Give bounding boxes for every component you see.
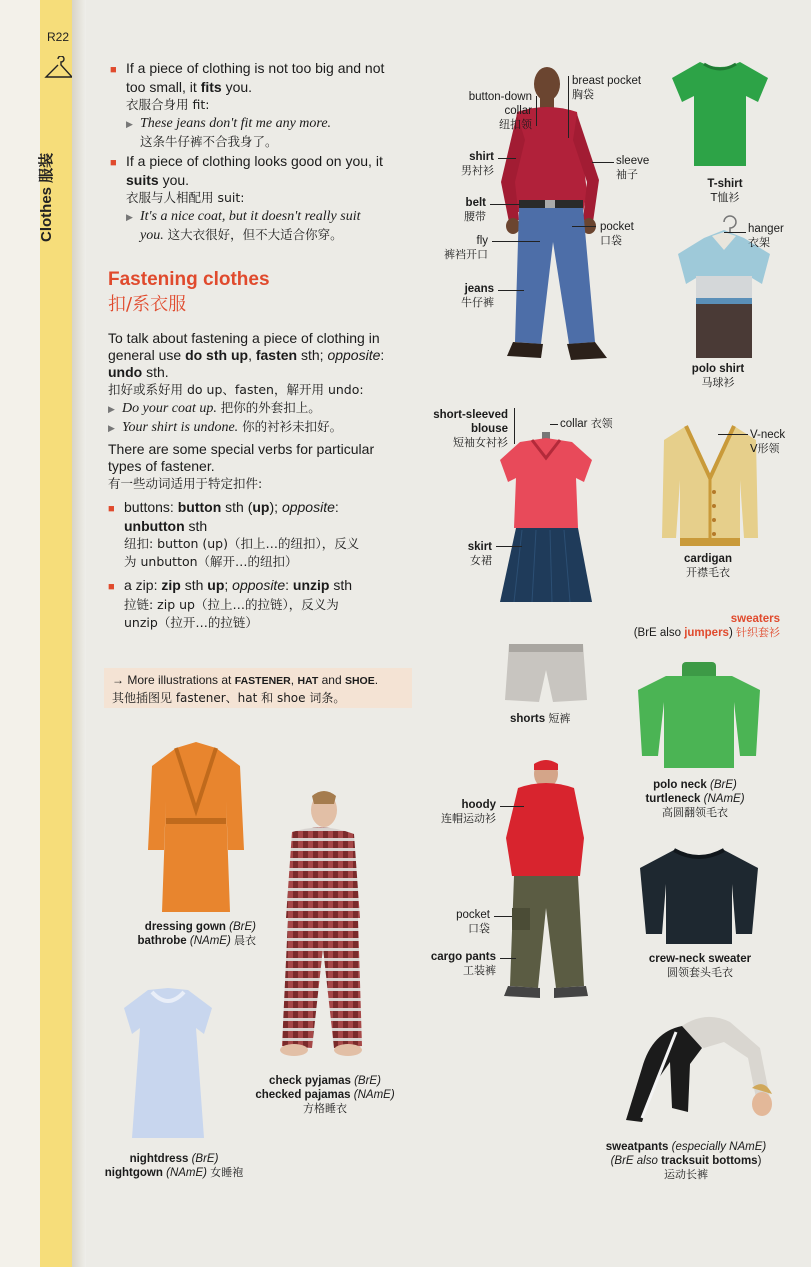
leader-line bbox=[496, 546, 522, 547]
bullet-icon: ■ bbox=[108, 503, 115, 515]
bullet-icon: ■ bbox=[110, 157, 117, 169]
hoody-cargo-illustration bbox=[500, 758, 590, 1002]
page-number: R22 bbox=[47, 30, 70, 44]
label-sleeve: sleeve 袖子 bbox=[616, 155, 650, 181]
cardigan-illustration bbox=[660, 420, 760, 548]
label-collar: collar 衣领 bbox=[560, 417, 613, 430]
crew-neck-illustration bbox=[634, 844, 764, 948]
label-shorts: shorts 短裤 bbox=[510, 712, 571, 725]
label-breast-pocket: breast pocket 胸袋 bbox=[572, 75, 642, 101]
fastening-body: To talk about fastening a piece of clothing in general use do sth up, fasten sth; opposite: undo sth. 扣好或系好用 do up、fasten，解开用 undo: ▶ Do your coat up. 把你的外套扣上。 ▶ Your shirt is undone. 你的衬衫未扣好。 There are some special verbs for particular types of fastener. 有一些动词适用于特定扣件: ■ buttons: button sth (up); opposite: unbutton sth 纽扣: button (up)（扣上…的纽扣），反义 为 unbutton（解开…的纽扣） ■ a zip: zip sth up; opposite: unzip sth 拉链: zip up（拉上…的拉链），反义为 unzip（拉开…的拉链） bbox=[108, 330, 385, 630]
leader-line bbox=[724, 232, 746, 233]
shorts-illustration bbox=[503, 640, 589, 704]
page-edge bbox=[72, 0, 86, 1267]
leader-line bbox=[592, 162, 614, 163]
leader-line bbox=[498, 290, 524, 291]
bullet-icon: ■ bbox=[110, 64, 117, 76]
label-cardigan: cardigan 开襟毛衣 bbox=[684, 553, 732, 579]
label-sweaters: sweaters (BrE also jumpers) 针织套衫 bbox=[633, 613, 780, 639]
leader-line bbox=[500, 806, 524, 807]
example-arrow-icon: ▶ bbox=[126, 212, 133, 222]
leader-line bbox=[718, 434, 748, 435]
label-sweatpants: sweatpants (especially NAmE) (BrE also tracksuit bottoms) 运动长裤 bbox=[605, 1141, 767, 1181]
label-dressing-gown: dressing gown (BrE) bathrobe (NAmE) 晨衣 bbox=[137, 921, 256, 947]
dressing-gown-illustration bbox=[146, 740, 246, 916]
leader-line bbox=[492, 241, 540, 242]
check-pyjamas-illustration bbox=[268, 788, 368, 1062]
sweatpants-illustration bbox=[612, 1008, 782, 1128]
tshirt-illustration bbox=[670, 58, 770, 168]
leader-line bbox=[536, 96, 537, 126]
cross-reference-box: → More illustrations at FASTENER, HAT and SHOE. 其他插图见 fastener、hat 和 shoe 词条。 bbox=[104, 668, 412, 708]
blouse-skirt-illustration bbox=[492, 430, 602, 610]
leader-line bbox=[514, 408, 515, 444]
polo-neck-illustration bbox=[636, 660, 762, 770]
label-hoody: hoody 连帽运动衫 bbox=[441, 799, 496, 825]
label-crew-neck: crew-neck sweater 圆领套头毛衣 bbox=[648, 953, 752, 979]
section-title: Fastening clothes 扣/系衣服 bbox=[108, 269, 270, 315]
label-hanger: hanger 衣架 bbox=[748, 223, 784, 249]
bullet-icon: ■ bbox=[108, 581, 115, 593]
label-tshirt: T-shirt T恤衫 bbox=[707, 178, 743, 204]
leader-line bbox=[494, 916, 512, 917]
label-pocket: pocket 口袋 bbox=[600, 221, 634, 247]
hanger-icon bbox=[44, 56, 74, 82]
leader-line bbox=[490, 204, 520, 205]
section-label: Clothes 服装 bbox=[38, 152, 55, 242]
example-arrow-icon: ▶ bbox=[108, 423, 115, 433]
example-arrow-icon: ▶ bbox=[126, 119, 133, 129]
leader-line bbox=[568, 76, 569, 138]
label-fly: fly 裤裆开口 bbox=[444, 235, 488, 261]
fit-note: ■ If a piece of clothing is not too big and not too small, it fits you. 衣服合身用 fit: ▶ These jeans don't fit me any more. 这条牛仔裤不合我身了。 bbox=[110, 60, 385, 149]
nightdress-illustration bbox=[118, 986, 218, 1142]
suit-note: ■ If a piece of clothing looks good on you, it suits you. 衣服与人相配用 suit: ▶ It's a nice coat, but it doesn't really suit you. 这大衣很好，但不大适合你穿。 bbox=[110, 153, 383, 243]
label-belt: belt 腰带 bbox=[464, 197, 486, 223]
example-arrow-icon: ▶ bbox=[108, 404, 115, 414]
leader-line bbox=[572, 226, 596, 227]
label-polo-shirt: polo shirt 马球衫 bbox=[691, 363, 745, 389]
label-nightdress: nightdress (BrE) nightgown (NAmE) 女睡袍 bbox=[104, 1153, 244, 1179]
label-jeans: jeans 牛仔裤 bbox=[461, 283, 494, 309]
label-short-sleeved-blouse: short-sleeved blouse 短袖女衬衫 bbox=[433, 409, 508, 449]
label-pocket-cargo: pocket 口袋 bbox=[456, 909, 490, 935]
label-skirt: skirt 女裙 bbox=[467, 541, 492, 567]
label-vneck: V-neck V形领 bbox=[750, 429, 786, 455]
leader-line bbox=[550, 424, 558, 425]
label-button-down-collar: button-down collar 纽扣领 bbox=[468, 91, 532, 131]
label-shirt: shirt 男衬衫 bbox=[461, 151, 494, 177]
label-check-pyjamas: check pyjamas (BrE) checked pajamas (NAmE) 方格睡衣 bbox=[255, 1075, 395, 1115]
label-polo-neck: polo neck (BrE) turtleneck (NAmE) 高圆翻领毛衣 bbox=[645, 779, 745, 819]
leader-line bbox=[498, 158, 516, 159]
leader-line bbox=[500, 958, 516, 959]
label-cargo-pants: cargo pants 工装裤 bbox=[430, 951, 496, 977]
